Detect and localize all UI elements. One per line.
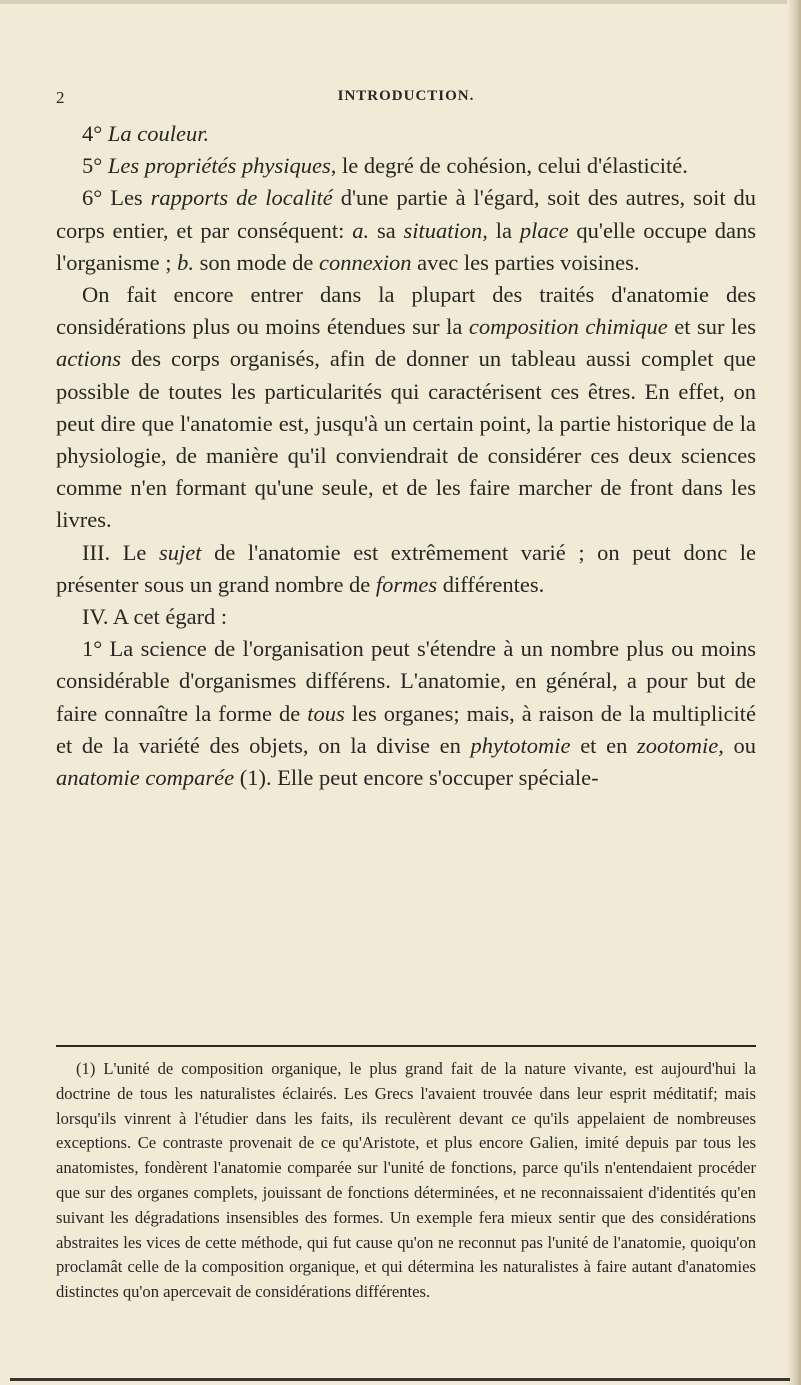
footnote-1: (1) L'unité de composition organique, le plus grand fait de la nature vivante, est aujourd'hui la doctrine de tous les naturalistes éclairés. Les Grecs l'avaient trouvée dans leur esprit méditatif; mais lorsqu'ils vinrent à l'étudier dans les faits, ils reculèrent devant ce qu'ils appelaient de nombreuses exceptions. Ce contraste provenait de ce qu'Aristote, et plus encore Galien, imité depuis par tous les anatomistes, fondèrent l'anatomie comparée sur l'unité de fonctions, parce qu'ils n'entendaient procéder que sur des organes complets, jouissant de fonctions déterminées, et ne reconnaissaient d'identités qu'en suivant les dégradations insensibles des formes. Un exemple fera mieux sentir que des considérations abstraites les vices de cette méthode, qui fut cause qu'on ne reconnut pas l'unité de l'anatomie, quoiqu'on proclamât celle de la composition organique, et qui détermina les naturalistes à faire autant d'anatomies distinctes qu'on apercevait de considérations différentes. xyxy=(56,1059,756,1302)
paragraph-locality: 6° Les rapports de localité d'une partie à l'égard, soit des autres, soit du corps entier, et par conséquent: a. sa situation, la place qu'elle occupe dans l'organisme ; b. son mode de connexion avec les parties voisines. xyxy=(56,185,757,275)
page-top-edge xyxy=(0,0,801,4)
page-right-edge xyxy=(787,0,801,1385)
page-number: 2 xyxy=(56,88,65,107)
page-bottom-edge xyxy=(10,1378,790,1381)
paragraph-colour: 4° La couleur. xyxy=(82,121,210,146)
paragraph-section-iv: IV. A cet égard : xyxy=(82,604,228,630)
page-header xyxy=(56,88,756,110)
paragraph-subject: III. Le sujet de l'anatomie est extrêmement varié ; on peut donc le présenter sous un grand nombre de formes différentes. xyxy=(56,539,757,597)
paragraph-chemical-composition: On fait encore entrer dans la plupart des traités d'anatomie des considérations plus ou moins étendues sur la composition chimique et sur les actions des corps organisés, afin de donner un tableau aussi complet que possible de toutes les particularités qui caractérisent ces êtres. En effet, on peut dire que l'anatomie est, jusqu'à un certain point, la partie historique de la physiologie, de manière qu'il conviendrait de considérer ces deux sciences comme n'en formant qu'une seule, et de les faire marcher de front dans les livres. xyxy=(56,282,756,533)
footnote-divider xyxy=(56,1045,756,1047)
running-head: INTRODUCTION. xyxy=(337,88,475,104)
footnotes xyxy=(56,1057,756,1305)
paragraph-physical-properties: 5° Les propriétés physiques, le degré de cohésion, celui d'élasticité. xyxy=(82,153,688,179)
paragraph-organisation: 1° La science de l'organisation peut s'étendre à un nombre plus ou moins considérable d'organismes différens. L'anatomie, en général, a pour but de faire connaître la forme de tous les organes; mais, à raison de la multiplicité et de la variété des objets, on la divise en phytotomie et en zootomie, ou anatomie comparée (1). Elle peut encore s'occuper spéciale- xyxy=(56,636,757,791)
body-text xyxy=(56,118,756,794)
